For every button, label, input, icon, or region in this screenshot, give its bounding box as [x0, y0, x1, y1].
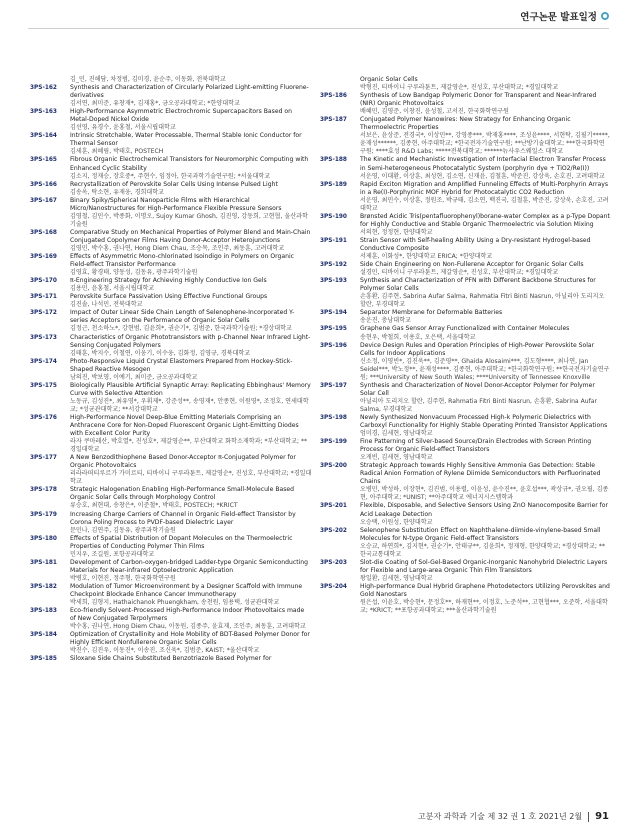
- entry-body: [70, 358, 312, 382]
- poster-code: [30, 76, 70, 84]
- entry-body: [70, 382, 312, 414]
- entry-body: [360, 309, 610, 325]
- paper-title: Characteristics of Organic Phototransistors with p-Channel Near Infrared Light-Sensing Conjugated Polymers: [70, 333, 311, 349]
- poster-code: 3PS-177: [30, 455, 57, 462]
- entry-body: [70, 293, 312, 309]
- paper-title: Slot-die Coating of Sol-Gel-Based Organic-Inorganic Nanohybrid Dielectric Layers for Flexible and Large-area Organic Thin Film Transistors: [360, 558, 608, 574]
- poster-code: 3PS-178: [30, 487, 57, 494]
- paper-title: Strategic Approach towards Highly Sensitive Ammonia Gas Detection: Stable Radical Anion Formation of Rylene Diimide Semiconductors with Perfluorinated Chains: [360, 462, 601, 486]
- paper-title: Fibrous Organic Electrochemical Transistors for Neuromorphic Computing with Enhanced Cyclic Stability: [70, 156, 309, 172]
- paper-title: Photo-Responsive Liquid Crystal Elastomers Prepared from Hockey-Stick-Shaped Reactive Mesogen: [70, 357, 293, 373]
- entry-body: [70, 583, 312, 607]
- poster-code: 3PS-164: [30, 133, 57, 140]
- section-title: 연구논문 발표일정: [520, 12, 597, 23]
- poster-code: 3PS-174: [30, 358, 57, 365]
- paper-authors: 서제훈, 이화성*, 한양대학교 ERICA; *한양대학교: [360, 253, 493, 261]
- poster-code: 3PS-197: [320, 382, 347, 389]
- poster-code: 3PS-187: [320, 117, 347, 124]
- program-entry: [30, 132, 312, 156]
- poster-code: 3PS-175: [30, 382, 57, 389]
- entry-body: [360, 462, 610, 502]
- poster-code: 3PS-176: [30, 414, 57, 421]
- poster-code: 3PS-166: [30, 181, 57, 188]
- entry-body: [360, 116, 610, 156]
- poster-code: 3PS-182: [30, 583, 57, 590]
- paper-title: Intrinsic Stretchable, Water Processable, Thermal Stable Ionic Conductor for Thermal Sensor: [70, 132, 302, 148]
- entry-body: [360, 342, 610, 382]
- footer-divider: [588, 812, 589, 822]
- program-entry: [30, 253, 312, 277]
- program-entry: [320, 116, 610, 156]
- paper-authors: 서의현, 정정현, 한양대학교: [360, 228, 433, 236]
- poster-code: 3PS-167: [30, 197, 57, 204]
- entry-body: [70, 535, 312, 559]
- poster-code: 3PS-202: [320, 527, 347, 534]
- entry-body: [70, 454, 312, 486]
- paper-title: Development of Carbon-oxygen-bridged Ladder-type Organic Semiconducting Materials for Near-infrared Optoelectronic Application: [70, 558, 309, 574]
- page-footer: [418, 811, 609, 822]
- poster-code: 3PS-168: [30, 229, 57, 236]
- poster-code: 3PS-165: [30, 157, 57, 164]
- paper-title: Synthesis and Characterization of Circularly Polarized Light-emitting Fluorene-derivatives: [70, 84, 309, 100]
- paper-authors: 김송옥, 탁소현, 유재웅, 경희대학교: [70, 188, 165, 196]
- paper-title: Optimization of Crystallinity and Hole Mobility of BDT-Based Polymer Donor for Highly Efficient Nonfullerene Organic Solar Cells: [70, 631, 310, 647]
- entry-body: [360, 261, 610, 277]
- program-entry: [320, 527, 610, 559]
- paper-title: Brønsted Acidic Tris(pentafluorophenyl)borane-water Complex as a p-Type Dopant for Highly Conductive and Stable Organic Thermoelectric via Solution Mixing: [360, 212, 610, 228]
- poster-code: 3PS-195: [320, 326, 347, 333]
- paper-title: Synthesis and Characterization of Novel Donor-Acceptor Polymer for Polymer Solar Cell: [360, 381, 595, 397]
- paper-authors: 남의진, 박보영, 이예기, 최미준, 금오공과대학교: [70, 373, 198, 381]
- paper-authors: 오승택, 이원성, 한양대학교: [360, 518, 433, 526]
- program-entry: [30, 414, 312, 454]
- right-column: [320, 76, 610, 615]
- entry-body: [360, 527, 610, 559]
- entry-body: [360, 181, 610, 213]
- program-entry: [320, 309, 610, 325]
- entry-body: [70, 334, 312, 358]
- paper-authors: 박세희, 김형지, Hathaichanok Phuengkham, 송천원, 임용택, 성균관대학교: [70, 599, 280, 607]
- paper-title: Impact of Outer Linear Side Chain Length of Selenophene-Incorporated Y-series Acceptors on the Performance of Organic Solar Cells: [70, 309, 295, 325]
- paper-authors: 김정근, 천소하노*, 강현범, 김윤희*, 권순기*, 김범준, 한국과학기술원; *경상대학교: [70, 325, 292, 333]
- paper-title: High-Performance Asymmetric Electrochromic Supercapacitors Based on Metal-Doped Nickel Oxide: [70, 108, 292, 124]
- entry-body: [70, 156, 312, 180]
- paper-title: Synthesis of Low Bandgap Polymeric Donor for Transparent and Near-Infrared (NIR) Organic Photovoltaics: [360, 92, 597, 108]
- entry-body: [360, 325, 610, 341]
- program-entry: [30, 84, 312, 108]
- entry-body: [360, 213, 610, 237]
- paper-authors: 오승교, 하연희*, 김지현*, 권순기*, 안태규**, 김윤희*, 정재형, 한양대학교; *경상대학교; **한국교통대학교: [360, 542, 606, 558]
- paper-title: Side Chain Engineering on Non-Fullerene Acceptor for Organic Solar Cells: [360, 261, 584, 269]
- circle-bullet-icon: [601, 12, 609, 20]
- paper-authors: 노동규, 김성진*, 최유영*, 우휘제*, 강준성**, 송영재*, 안종현, 이원영*, 조정호, 연세대학교; *성균관대학교; **서강대학교: [70, 397, 309, 413]
- poster-code: 3PS-180: [30, 535, 57, 542]
- entry-body: [360, 559, 610, 583]
- program-entry: [30, 277, 312, 293]
- entry-body: [360, 76, 610, 92]
- paper-authors: 신소정, 이영빈*, 김진욱**, 김준영**, Ghaida Alosaimi***, 김도형****, 최나연, Jan Seidel***, 박노정**, 윤재성****, 김종현, 아주대학교; *한국화학연구원; **한국전자기술연구원; ***University of New South Wales; ****University of Tennessee Knoxville: [360, 357, 610, 381]
- paper-authors: 서운영, 최민수, 이상훈, 정원조, 박규태, 김소연, 백진국, 김철훈, 박준진, 강상욱, 손호진, 고려대학교: [360, 196, 609, 212]
- paper-authors: 배혜민, 김영준, 이창진, 윤성철, 고서진, 한국화학연구원: [360, 108, 509, 116]
- program-entry: [320, 583, 610, 615]
- paper-authors: 오게빈, 김세현, 영남대학교: [360, 454, 433, 462]
- paper-title: The Kinetic and Mechanistic Investigation of Interfacial Electron Transfer Process in Semi-heterogeneous Photocatalytic System (porphyrin dye + TiO2/Re(I)): [360, 156, 606, 172]
- program-entry: [30, 535, 312, 559]
- paper-title: Perovskite Surface Passivation Using Effective Functional Groups: [70, 293, 268, 301]
- entry-body: [70, 253, 312, 277]
- entry-body: [70, 84, 312, 108]
- paper-authors: 김영효, 황경태, 양동성, 김동유, 광주과학기술원: [70, 269, 198, 277]
- paper-authors: 김세훈, 최혜림, 박태호, POSTECH: [70, 148, 164, 156]
- paper-authors: 왕일환, 김세현, 영남대학교: [360, 574, 433, 582]
- program-entry: [320, 502, 610, 526]
- poster-code: 3PS-189: [320, 181, 347, 188]
- paper-authors: 류승호, 최현대, 송창은*, 이준철*, 박태호, POSTECH; *KRICT: [70, 502, 238, 510]
- paper-authors: 박병호, 이현진, 정주형, 한국화학연구원: [70, 574, 176, 582]
- program-entry: [30, 197, 312, 229]
- program-entry: [320, 181, 610, 213]
- paper-authors: 김용민, 윤홍철, 서울시립대학교: [70, 285, 155, 293]
- poster-code: 3PS-204: [320, 583, 347, 590]
- entry-body: [360, 502, 610, 526]
- paper-authors: 문민나, 김연주, 김동유, 광주과학기술원: [70, 526, 176, 534]
- entry-body: [360, 438, 610, 462]
- program-entry: [30, 358, 312, 382]
- poster-code: 3PS-191: [320, 237, 347, 244]
- program-entry: [30, 309, 312, 333]
- paper-title: High-Performance Novel Deep-Blue Emitting Materials Comprising an Anthracene Core for Non-Doped Fluorescent Organic Light-Emitting Diodes with Excellent Color Purity: [70, 413, 299, 438]
- entry-body: [70, 197, 312, 229]
- paper-title: Device Design Rules and Operation Principles of High-Power Perovskite Solar Cells for Indoor Applications: [360, 341, 595, 357]
- paper-authors: 김태훈, 박지수, 이철연, 이웅기, 이수웅, 김화정, 김영규, 경북대학교: [70, 349, 251, 357]
- program-entry: [30, 559, 312, 583]
- program-entry: [30, 382, 312, 414]
- poster-code: 3PS-188: [320, 157, 347, 164]
- paper-title: Synthesis and Characterization of PFN with Different Backbone Structures for Polymer Solar Cells: [360, 277, 596, 293]
- paper-authors: 리라라떠티루르가 가미르티, 티바이니 구루라툰트, 제갈영순*, 진성호, 부산대학교; *경일대학교: [70, 470, 312, 486]
- program-entry: [320, 382, 610, 414]
- program-entry: [320, 277, 610, 309]
- paper-authors: 김진솔, 나석민, 전북대학교: [70, 301, 143, 309]
- paper-authors: 엄미경, 김세현, 영남대학교: [360, 430, 433, 438]
- paper-authors: 김선영, 유경수, 윤홍철, 서울시립대학교: [70, 124, 176, 132]
- paper-title: Increasing Charge Carriers of Channel in Organic Field-effect Transistor by Corona Poling Process to PVDF-based Dielectric Layer: [70, 510, 296, 526]
- paper-authors: 박형진, 티바이니 구루라툰트, 제갈영순*, 진성호, 부산대학교; *경일대학교: [360, 84, 559, 92]
- entry-body: [70, 414, 312, 454]
- entry-body: [360, 92, 610, 116]
- poster-code: 3PS-186: [320, 93, 347, 100]
- entry-body: [70, 181, 312, 197]
- paper-title: Effects of Asymmetric Mono-chlorinated Isoindigo in Polymers on Organic Field-effect Transistor Performance: [70, 253, 295, 269]
- entry-body: [70, 229, 312, 253]
- entry-body: [70, 631, 312, 655]
- entry-body: [70, 277, 312, 293]
- entry-body: [360, 237, 610, 261]
- poster-code: [320, 76, 360, 92]
- paper-authors: 김_민, 진해담, 차정범, 김미경, 윤순주, 이동화, 전북대학교: [70, 76, 226, 83]
- paper-title: Organic Solar Cells: [360, 76, 418, 83]
- program-entry: [30, 607, 312, 631]
- paper-title: Recrystallization of Perovskite Solar Cells Using Intense Pulsed Light: [70, 180, 278, 188]
- entry-body: [70, 132, 312, 156]
- paper-authors: 박진수, 김진우, 이동진*, 이송진, 조신욱*, 김범준, KAIST; *울산대학교: [70, 647, 260, 655]
- program-entry: [320, 342, 610, 382]
- poster-code: 3PS-190: [320, 213, 347, 220]
- paper-authors: 김서연, 최미준, 유창재*, 김재홍*, 금오공과대학교; *한양대학교: [70, 100, 240, 108]
- paper-authors: 송운진, 충남대학교: [360, 317, 411, 325]
- entry-body: [70, 76, 312, 84]
- paper-authors: 설경민, 티바이니 구루라툰트, 제갈영순*, 진성호, 부산대학교; *경일대학교: [360, 269, 559, 277]
- paper-authors: 민지우, 조길원, 포항공과대학교: [70, 550, 155, 558]
- poster-code: 3PS-170: [30, 278, 57, 285]
- poster-code: 3PS-196: [320, 342, 347, 349]
- program-entry: [320, 92, 610, 116]
- paper-title: Rapid Exciton Migration and Amplified Funneling Effects of Multi-Porphyrin Arrays in a Re(I)-Porphyrinic MOF Hybrid for Photocatalytic CO2 Reduction: [360, 180, 609, 196]
- entry-body: [360, 382, 610, 414]
- poster-code: 3PS-169: [30, 254, 57, 261]
- entry-body: [360, 414, 610, 438]
- program-entry: [30, 76, 312, 84]
- program-entry: [320, 213, 610, 237]
- entry-body: [70, 559, 312, 583]
- program-entry: [320, 462, 610, 502]
- entry-body: [70, 607, 312, 631]
- paper-title: Newly Synthesized Nonvacuum Processed High-k Polymeric Dielectrics with Carboxyl Functionality for Highly Stable Operating Printed Transistor Applications: [360, 413, 608, 430]
- poster-code: 3PS-173: [30, 334, 57, 341]
- paper-title: Selenophene Substitution Effect on Naphthalene-diimide-vinylene-based Small Molecules for N-type Organic Field-effect Transistors: [360, 526, 601, 542]
- program-entry: [30, 293, 312, 309]
- header-divider: [28, 28, 609, 29]
- paper-title: Siloxane Side Chains Substituted Benzotriazole Based Polymer for: [70, 655, 272, 663]
- program-entry: [320, 325, 610, 341]
- paper-authors: 송현우, 박철희, 이용호, 오은택, 서울대학교: [360, 333, 476, 341]
- paper-title: Comparative Study on Mechanical Properties of Polymer Blend and Main-Chain Conjugated Copolymer Films Having Donor-Acceptor Heterojunctions: [70, 228, 311, 244]
- journal-citation: 고분자 과학과 기술 제 32 권 1 호 2021년 2월: [418, 812, 583, 821]
- poster-code: 3PS-184: [30, 632, 57, 639]
- poster-code: 3PS-181: [30, 559, 57, 566]
- paper-title: Conjugated Polymer Nanowires: New Strategy for Enhancing Organic Thermoelectric Properties: [360, 116, 571, 132]
- entry-body: [70, 108, 312, 132]
- paper-authors: 서운영, 이대환, 이상훈, 최성현, 김소연, 신재윤, 김철훈, 박준진, 강상욱, 손호진, 고려대학교: [360, 172, 605, 180]
- poster-code: 3PS-194: [320, 310, 347, 317]
- paper-authors: 오병민, 박성하, 이장현*, 김진범, 이용렬, 이윤성, 윤수진**, 윤호섭***, 곽상규*, 권오필, 김종현, 아주대학교; *UNIST; **아주대학교 에너지시스템학과: [360, 486, 609, 502]
- poster-code: 3PS-193: [320, 278, 347, 285]
- program-entry: [320, 237, 610, 261]
- program-entry: [30, 108, 312, 132]
- paper-title: Biologically Plausible Artificial Synaptic Array: Replicating Ebbinghaus' Memory Curve with Selective Attention: [70, 381, 311, 397]
- paper-title: High-performance Dual Hybrid Graphene Photodetectors Utilizing Perovskites and Gold Nanostars: [360, 582, 610, 598]
- page-number: 91: [595, 811, 609, 822]
- program-entry: [30, 156, 312, 180]
- poster-code: 3PS-200: [320, 463, 347, 470]
- paper-title: Separator Membrane for Deformable Batteries: [360, 309, 503, 317]
- poster-code: 3PS-179: [30, 511, 57, 518]
- paper-authors: 서보은, 윤상준, 전경국*, 이상민**, 강영종***, 박재홍****, 조성윤****, 서현탁, 김필기*****, 윤재성******, 김종현, 아주대학교; *한국전자기술연구원; **난방기술대학교; ***한국화학연구원; ****효성 R&D Labs; *****전북대학교; ******뉴사우스웨일스 대학교: [360, 132, 610, 156]
- paper-authors: 김소지, 정재승, 장호중*, 주현수, 임정아, 한국과학기술연구원; *서울대학교: [70, 172, 271, 180]
- paper-title: Modulation of Tumor Microenvironment by a Designer Scaffold with Immune Checkpoint Blockade Enhance Cancer Immunotherapy: [70, 582, 303, 598]
- paper-title: π-Engineering Strategy for Achieving Highly Conductive Ion Gels: [70, 277, 267, 285]
- program-entry: [320, 76, 610, 92]
- poster-code: 3PS-185: [30, 656, 57, 663]
- paper-authors: 원은섭, 이윤호, 박승현*, 문정호**, 하재현**, 이정호, 노준석**, 고현협***, 오준학, 서울대학교; *KRICT; **포항공과대학교; ***울산과학기술원: [360, 599, 608, 615]
- program-entry: [320, 438, 610, 462]
- entry-body: [70, 511, 312, 535]
- left-column: [30, 76, 312, 663]
- entry-body: [70, 486, 312, 510]
- program-entry: [30, 229, 312, 253]
- poster-code: 3PS-192: [320, 262, 347, 269]
- paper-title: Strategic Halogenation Enabling High-Performance Small-Molecule Based Organic Solar Cells through Morphology Control: [70, 486, 295, 502]
- paper-title: Flexible, Disposable, and Selective Sensors Using ZnO Nanocomposite Barrier for Acid Leakage Detection: [360, 502, 609, 518]
- poster-code: 3PS-198: [320, 414, 347, 421]
- program-entry: [320, 559, 610, 583]
- program-entry: [30, 655, 312, 663]
- poster-code: 3PS-199: [320, 439, 347, 446]
- page-header: [520, 8, 609, 24]
- entry-body: [70, 655, 312, 663]
- poster-code: 3PS-201: [320, 503, 347, 510]
- program-entry: [30, 334, 312, 358]
- entry-body: [360, 277, 610, 309]
- poster-code: 3PS-183: [30, 608, 57, 615]
- program-entry: [320, 414, 610, 438]
- program-entry: [30, 454, 312, 486]
- program-entry: [320, 156, 610, 180]
- paper-title: Eco-friendly Solvent-Processed High-Performance Indoor Photovoltaics made of New Conjugated Terpolymers: [70, 607, 305, 623]
- paper-authors: 박수홍, 권나연, Hong Diem Chau, 이동원, 김종주, 윤효재, 조인주, 최동훈, 고려대학교: [70, 623, 306, 631]
- paper-authors: 라자 쿠마레산, 박호열*, 진성호*, 제갈영순**, 부산대학교 화학소재학과; *부산대학교; **경일대학교: [70, 438, 308, 454]
- poster-code: 3PS-162: [30, 85, 57, 92]
- paper-title: Graphene Gas Sensor Array Functionalized with Container Molecules: [360, 325, 570, 333]
- program-entry: [320, 261, 610, 277]
- program-entry: [30, 583, 312, 607]
- entry-body: [360, 156, 610, 180]
- paper-authors: 김영민, 박수홍, 권나연, Hong Diem Chau, 조승목, 조인주, 최동훈, 고려대학교: [70, 244, 285, 252]
- program-entry: [30, 486, 312, 510]
- poster-code: 3PS-163: [30, 109, 57, 116]
- entry-body: [70, 309, 312, 333]
- paper-title: Fine Patterning of Silver-based Source/Drain Electrodes with Screen Printing Process for Organic Field-effect Transistors: [360, 438, 592, 454]
- paper-title: A New Benzodithiophene Based Donor-Acceptor π-Conjugated Polymer for Organic Photovoltaics: [70, 454, 296, 470]
- paper-title: Binary Spiky/Spherical Nanoparticle Films with Hierarchical Micro/Nanostructures for High-Performance Flexible Pressure Sensors: [70, 196, 282, 212]
- paper-title: Effects of Spatial Distribution of Dopant Molecules on the Thermoelectric Properties of Conducting Polymer Thin Films: [70, 534, 293, 550]
- poster-code: 3PS-172: [30, 310, 57, 317]
- poster-code: 3PS-203: [320, 559, 347, 566]
- paper-title: Strain Sensor with Self-healing Ability Using a Dry-resistant Hydrogel-based Conductive Composite: [360, 236, 591, 252]
- paper-authors: 손흥환, 김주현, Sabrina Aufar Salma, Rahmatia Fitri Binti Nasrun, 아닐리아 도리지오 할란, 부경대학교: [360, 293, 605, 309]
- entry-body: [360, 583, 610, 615]
- poster-code: 3PS-171: [30, 294, 57, 301]
- paper-authors: 아닐리아 도리지오 할란, 김주현, Rahmatia Fitri Binti Nasrun, 손흥환, Sabrina Aufar Salma, 부경대학교: [360, 397, 598, 413]
- program-entry: [30, 631, 312, 655]
- program-entry: [30, 181, 312, 197]
- program-entry: [30, 511, 312, 535]
- paper-authors: 김영철, 김민수, 박종화, 이명오, Sujoy Kumar Ghosh, 김진영, 강동희, 고현협, 울산과학기술원: [70, 212, 308, 228]
